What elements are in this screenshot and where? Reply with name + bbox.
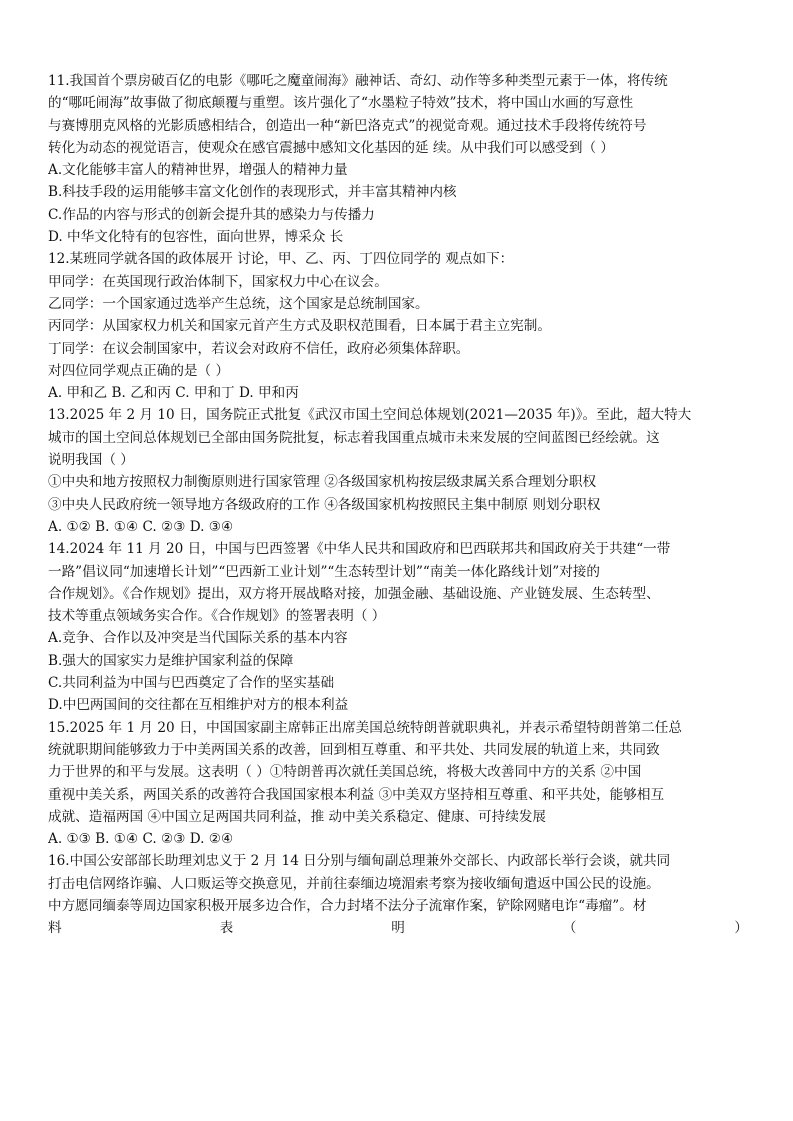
question-text-line: 丁同学：在议会制国家中，若议会对政府不信任，政府必须集体辞职。 bbox=[48, 340, 470, 357]
answer-option: A.文化能够丰富人的精神世界，增强人的精神力量 bbox=[48, 162, 348, 179]
question-12 bbox=[48, 248, 748, 404]
question-text-line: 转化为动态的视觉语言，使观众在感官震撼中感知文化基因的延 续。从中我们可以感受到（ ） bbox=[48, 139, 614, 156]
question-text-line: 统就职期间能够致力于中美两国关系的改善，回到相互尊重、和平共处、共同发展的轨道上来，共同致 bbox=[48, 741, 660, 758]
question-16 bbox=[48, 850, 748, 939]
question-text-line: 的“哪吒闹海”故事做了彻底颠覆与重塑。该片强化了“水墨粒子特效”技术，将中国山水画的写意性 bbox=[48, 95, 634, 112]
question-text-line: ①中央和地方按照权力制衡原则进行国家管理 ②各级国家机构按层级隶属关系合理划分职权 bbox=[48, 474, 597, 491]
question-15 bbox=[48, 717, 748, 851]
question-text-line: 12.某班同学就各国的政体展开 讨论，甲、乙、丙、丁四位同学的 观点如下： bbox=[48, 251, 514, 268]
answer-option: B.强大的国家实力是维护国家利益的保障 bbox=[48, 652, 294, 669]
question-14 bbox=[48, 538, 748, 716]
question-text-line: 合作规划》。《合作规划》提出，双方将开展战略对接，加强金融、基础设施、产业链发展、生态转型、 bbox=[48, 585, 660, 602]
question-text-line: 14.2024 年 11 月 20 日，中国与巴西签署《中华人民共和国政府和巴西联邦共和国政府关于共建“一带 bbox=[48, 541, 671, 558]
question-text-line: 中方愿同缅泰等周边国家积极开展多边合作，合力封堵不法分子流窜作案，铲除网赌电诈“毒瘤”。材 bbox=[48, 897, 647, 914]
justified-char: 明 bbox=[391, 920, 405, 937]
question-13 bbox=[48, 404, 748, 538]
question-text-line: 城市的国土空间总体规划已全部由国务院批复，标志着我国重点城市未来发展的空间蓝图已经绘就。这 bbox=[48, 429, 660, 446]
answer-option: A. ①③ B. ①④ C. ②③ D. ②④ bbox=[48, 831, 234, 848]
question-text-line: 说明我国（ ） bbox=[48, 452, 134, 469]
exam-page bbox=[48, 70, 748, 940]
question-text-line: 16.中国公安部部长助理刘忠义于 2 月 14 日分别与缅甸副总理兼外交部长、内政部长举行会谈，就共同 bbox=[48, 853, 671, 870]
question-text-line: 成就、造福两国 ④中国立足两国共同利益，推 动中美关系稳定、健康、可持续发展 bbox=[48, 808, 547, 825]
question-text-line: 与赛博朋克风格的光影质感相结合，创造出一种“新巴洛克式”的视觉奇观。通过技术手段将传统符号 bbox=[48, 117, 647, 134]
justified-char: ） bbox=[734, 920, 748, 937]
question-text-line: 对四位同学观点正确的是（ ） bbox=[48, 362, 230, 379]
question-text-line: 丙同学：从国家权力机关和国家元首产生方式及职权范围看，日本属于君主立宪制。 bbox=[48, 318, 551, 335]
answer-option: D.中巴两国间的交往都在互相维护对方的根本利益 bbox=[48, 697, 349, 714]
answer-option: A. 甲和乙 B. 乙和丙 C. 甲和丁 D. 甲和丙 bbox=[48, 385, 299, 402]
answer-option: B.科技手段的运用能够丰富文化创作的表现形式，并丰富其精神内核 bbox=[48, 184, 457, 201]
justified-char: 料 bbox=[48, 920, 62, 937]
question-text-line: 甲同学：在英国现行政治体制下，国家权力中心在议会。 bbox=[48, 273, 388, 290]
question-text-line: 乙同学：一个国家通过选举产生总统，这个国家是总统制国家。 bbox=[48, 295, 429, 312]
question-text-line: 重视中美关系，两国关系的改善符合我国国家根本利益 ③中美双方坚持相互尊重、和平共处，能够相互 bbox=[48, 786, 665, 803]
question-text-line: 13.2025 年 2 月 10 日，国务院正式批复《武汉市国土空间总体规划(2021—2035 年)》。至此，超大特大 bbox=[48, 407, 692, 424]
question-text-line: 15.2025 年 1 月 20 日，中国国家副主席韩正出席美国总统特朗普就职典礼，并表示希望特朗普第二任总 bbox=[48, 719, 682, 736]
answer-option: C.共同利益为中国与巴西奠定了合作的坚实基础 bbox=[48, 675, 335, 692]
question-text-line: 打击电信网络诈骗、人口贩运等交换意见，并前往泰缅边境湄索考察为接收缅甸遣返中国公民的设施。 bbox=[48, 875, 660, 892]
justified-char: 表 bbox=[219, 920, 234, 937]
question-text-last-line bbox=[48, 917, 748, 939]
question-text-line: 力于世界的和平与发展。这表明（ ）①特朗普再次就任美国总统，将极大改善同中方的关系 ②中国 bbox=[48, 764, 642, 781]
question-text-line: ③中央人民政府统一领导地方各级政府的工作 ④各级国家机构按照民主集中制原 则划分职权 bbox=[48, 496, 601, 513]
question-text-line: 技术等重点领域务实合作。《合作规划》的签署表明（ ） bbox=[48, 608, 386, 625]
answer-option: C.作品的内容与形式的创新会提升其的感染力与传播力 bbox=[48, 206, 375, 223]
answer-option: D. 中华文化特有的包容性，面向世界，博采众 长 bbox=[48, 229, 344, 246]
justified-char: （ bbox=[562, 920, 577, 937]
answer-option: A. ①② B. ①④ C. ②③ D. ③④ bbox=[48, 518, 234, 535]
question-text-line: 一路”倡议同“加速增长计划”“巴西新工业计划”“生态转型计划”“南美一体化路线计划”对接的 bbox=[48, 563, 600, 580]
question-11 bbox=[48, 70, 748, 248]
question-text-line: 11.我国首个票房破百亿的电影《哪吒之魔童闹海》融神话、奇幻、动作等多种类型元素于一体，将传统 bbox=[48, 73, 668, 89]
answer-option: A.竞争、合作以及冲突是当代国际关系的基本内容 bbox=[48, 630, 348, 647]
